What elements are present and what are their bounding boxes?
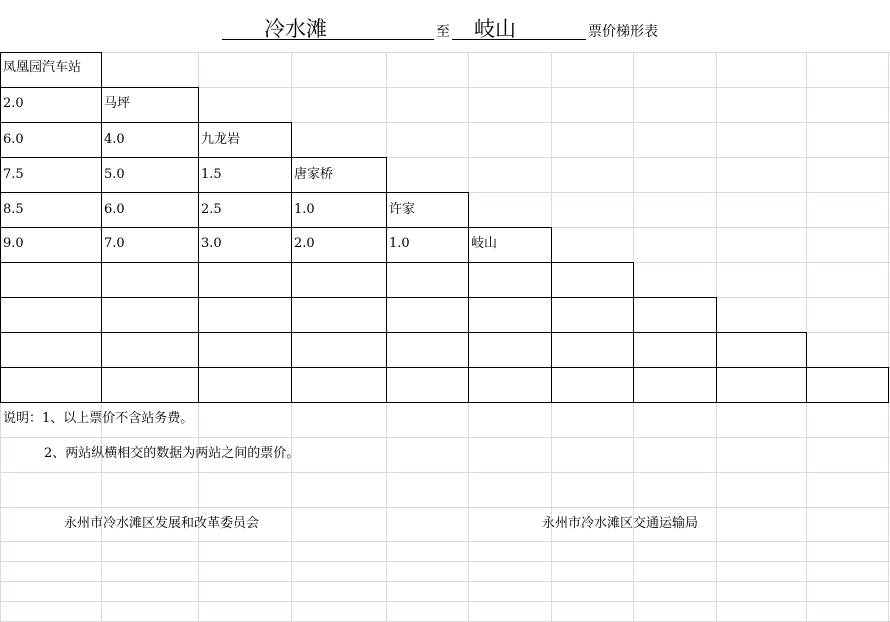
title-origin: 冷水滩 <box>264 17 327 41</box>
title-origin-underline <box>222 39 434 40</box>
note-2[interactable]: 2、两站纵横相交的数据为两站之间的票价。 <box>44 446 300 461</box>
border-row-line <box>0 192 469 193</box>
fare-cell[interactable]: 3.0 <box>201 236 222 251</box>
station-qishan[interactable]: 岐山 <box>471 236 498 251</box>
grid-row-line <box>0 601 890 602</box>
fare-cell[interactable]: 5.0 <box>104 167 125 182</box>
fare-cell[interactable]: 2.0 <box>3 96 24 111</box>
border-column-line <box>633 262 634 403</box>
station-fenghuangyuan[interactable]: 凤凰园汽车站 <box>3 60 82 75</box>
border-row-line <box>0 52 102 53</box>
fare-cell[interactable]: 7.0 <box>104 236 125 251</box>
station-jiulongyan[interactable]: 九龙岩 <box>201 132 241 147</box>
note-1[interactable]: 说明：1、以上票价不含站务费。 <box>3 411 194 426</box>
border-row-line <box>0 157 387 158</box>
grid-row-line <box>0 561 890 562</box>
fare-cell[interactable]: 8.5 <box>3 202 24 217</box>
fare-cell[interactable]: 2.0 <box>294 236 315 251</box>
border-column-line <box>291 122 292 403</box>
border-row-line <box>0 122 292 123</box>
grid-row-line <box>0 472 890 473</box>
fare-cell[interactable]: 4.0 <box>104 132 125 147</box>
border-column-line <box>716 297 717 403</box>
fare-cell[interactable]: 2.5 <box>201 202 222 217</box>
border-row-line <box>0 297 717 298</box>
border-column-line <box>0 52 1 403</box>
border-column-line <box>386 157 387 403</box>
fare-cell[interactable]: 9.0 <box>3 236 24 251</box>
station-maping[interactable]: 马坪 <box>104 96 131 111</box>
signature-left[interactable]: 永州市冷水滩区发展和改革委员会 <box>64 516 260 531</box>
border-row-line <box>0 87 199 88</box>
border-row-line <box>0 262 634 263</box>
grid-row-line <box>0 581 890 582</box>
fare-cell[interactable]: 1.5 <box>201 167 222 182</box>
fare-cell[interactable]: 1.0 <box>389 236 410 251</box>
border-column-line <box>806 332 807 403</box>
title-destination: 岐山 <box>474 17 516 41</box>
border-row-line <box>0 402 889 403</box>
station-xujia[interactable]: 许家 <box>389 202 416 217</box>
grid-row-line <box>0 437 890 438</box>
border-column-line <box>551 227 552 403</box>
title-destination-underline <box>452 39 586 40</box>
grid-column-line <box>888 52 889 621</box>
grid-row-line <box>0 52 890 53</box>
border-column-line <box>468 192 469 403</box>
signature-right[interactable]: 永州市冷水滩区交通运输局 <box>542 516 699 531</box>
title-to: 至 <box>436 24 450 40</box>
border-column-line <box>888 367 889 403</box>
fare-cell[interactable]: 1.0 <box>294 202 315 217</box>
fare-cell[interactable]: 6.0 <box>104 202 125 217</box>
border-column-line <box>101 52 102 403</box>
fare-cell[interactable]: 7.5 <box>3 167 24 182</box>
border-row-line <box>0 332 807 333</box>
grid-row-line <box>0 541 890 542</box>
border-row-line <box>0 367 889 368</box>
fare-cell[interactable]: 6.0 <box>3 132 24 147</box>
border-column-line <box>198 87 199 403</box>
grid-row-line <box>0 507 890 508</box>
station-tangjiaqiao[interactable]: 唐家桥 <box>294 167 334 182</box>
title-suffix: 票价梯形表 <box>588 24 658 40</box>
border-row-line <box>0 227 552 228</box>
